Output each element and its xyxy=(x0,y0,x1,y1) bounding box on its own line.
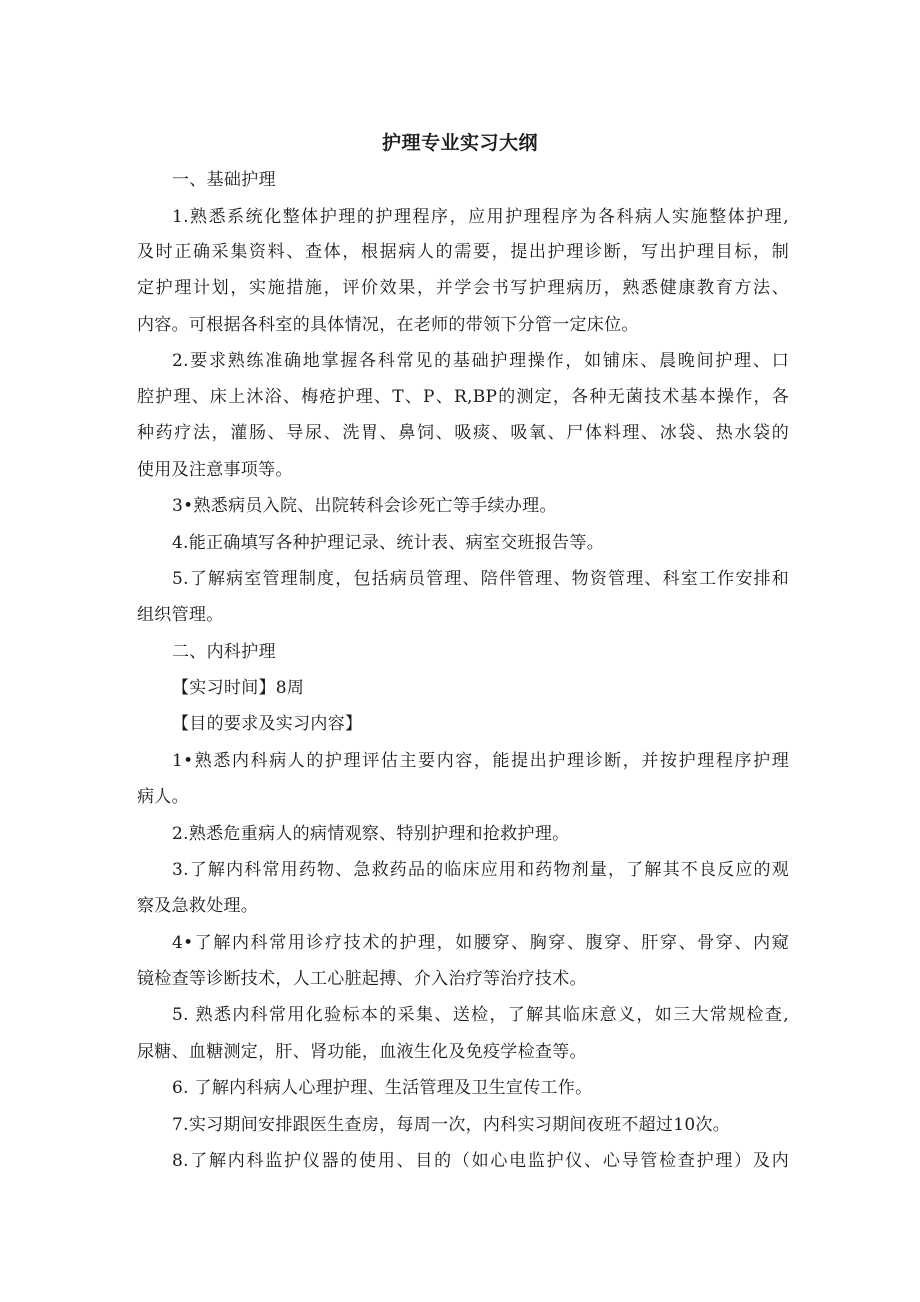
document-title: 护理专业实习大纲 xyxy=(381,132,538,154)
paragraph-line: 3•熟悉病员入院、出院转科会诊死亡等手续办理。 xyxy=(172,496,557,516)
paragraph-line: 1.熟悉系统化整体护理的护理程序，应用护理程序为各科病人实施整体护理, xyxy=(172,207,789,227)
paragraph-line: 腔护理、床上沐浴、梅疮护理、T、P、R,BP的测定，各种无菌技术基本操作，各 xyxy=(137,387,789,407)
objectives-heading: 【目的要求及实习内容】 xyxy=(172,714,363,734)
section-heading-internal-medicine: 二、内科护理 xyxy=(172,642,276,662)
paragraph-line: 内容。可根据各科室的具体情况，在老师的带领下分管一定床位。 xyxy=(137,315,639,335)
paragraph-line: 4.能正确填写各种护理记录、统计表、病室交班报告等。 xyxy=(172,533,605,553)
paragraph-line: 及时正确采集资料、查体，根据病人的需要，提出护理诊断，写出护理目标，制 xyxy=(137,242,789,262)
paragraph-line: 6. 了解内科病人心理护理、生活管理及卫生宣传工作。 xyxy=(172,1078,593,1098)
paragraph-line: 3.了解内科常用药物、急救药品的临床应用和药物剂量，了解其不良反应的观 xyxy=(172,860,789,880)
paragraph-line: 察及急救处理。 xyxy=(137,896,259,916)
paragraph-line: 5.了解病室管理制度，包括病员管理、陪伴管理、物资管理、科室工作安排和 xyxy=(172,569,789,589)
paragraph-line: 5. 熟悉内科常用化验标本的采集、送检，了解其临床意义，如三大常规检查, xyxy=(172,1005,789,1025)
paragraph-line: 尿糖、血糖测定，肝、肾功能，血液生化及免疫学检查等。 xyxy=(137,1042,587,1062)
paragraph-line: 定护理计划，实施措施，评价效果，并学会书写护理病历，熟悉健康教育方法、 xyxy=(137,278,789,298)
paragraph-line: 7.实习期间安排跟医生查房，每周一次，内科实习期间夜班不超过10次。 xyxy=(172,1115,731,1135)
paragraph-line: 2.熟悉危重病人的病情观察、特别护理和抢救护理。 xyxy=(172,824,570,844)
paragraph-line: 镜检查等诊断技术，人工心脏起搏、介入治疗等治疗技术。 xyxy=(137,969,587,989)
paragraph-line: 组织管理。 xyxy=(137,605,224,625)
paragraph-line: 病人。 xyxy=(137,787,189,807)
section-heading-basic-nursing: 一、基础护理 xyxy=(172,170,276,190)
paragraph-line: 1•熟悉内科病人的护理评估主要内容，能提出护理诊断，并按护理程序护理 xyxy=(172,751,789,771)
paragraph-line: 种药疗法，灌肠、导尿、洗胃、鼻饲、吸痰、吸氧、尸体料理、冰袋、热水袋的 xyxy=(137,423,789,443)
internship-duration: 【实习时间】8周 xyxy=(172,678,305,698)
paragraph-line: 2.要求熟练准确地掌握各科常见的基础护理操作，如铺床、晨晚间护理、口 xyxy=(172,351,789,371)
paragraph-line: 使用及注意事项等。 xyxy=(137,460,293,480)
paragraph-line: 8.了解内科监护仪器的使用、目的（如心电监护仪、心导管检查护理）及内 xyxy=(172,1151,789,1171)
paragraph-line: 4•了解内科常用诊疗技术的护理，如腰穿、胸穿、腹穿、肝穿、骨穿、内窥 xyxy=(172,933,789,953)
